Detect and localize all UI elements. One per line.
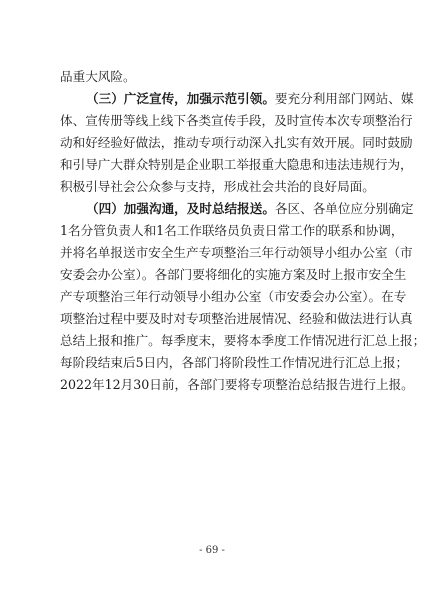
paragraph-line: 项整治过程中要及时对专项整治进展情况、经验和做法进行认真 <box>60 311 413 326</box>
paragraph-line: 动和好经验好做法，推动专项行动深入扎实有效开展。同时鼓励 <box>60 135 413 150</box>
paragraph-text: 要充分利用部门网站、媒 <box>274 91 414 106</box>
page-number: - 69 - <box>199 545 225 556</box>
paragraph-first-line <box>60 198 414 220</box>
paragraph-first-line <box>60 88 414 110</box>
paragraph-line: 2022年12月30日前，各部门要将专项整治总结报告进行上报。 <box>60 377 414 392</box>
paragraph-line: 总结上报和推广。每季度末，要将本季度工作情况进行汇总上报； <box>60 333 425 348</box>
section-heading: （四）加强沟通，及时总结报送。 <box>86 201 275 216</box>
paragraph-line: 安委会办公室）。各部门要将细化的实施方案及时上报市安全生 <box>60 267 407 282</box>
paragraph-line: 产专项整治三年行动领导小组办公室（市安委会办公室）。在专 <box>60 289 407 304</box>
paragraph-line: 积极引导社会公众参与支持，形成社会共治的良好局面。 <box>60 179 375 194</box>
paragraph-line: 体、宣传册等线上线下各类宣传手段，及时宣传本次专项整治行 <box>60 113 413 128</box>
paragraph-line: 品重大风险。 <box>60 69 136 84</box>
paragraph-line: 1名分管负责人和1名工作联络员负责日常工作的联系和协调， <box>60 223 404 238</box>
document-body <box>60 66 425 396</box>
paragraph-text: 各区、各单位应分别确定 <box>274 201 414 216</box>
paragraph-line: 并将名单报送市安全生产专项整治三年行动领导小组办公室（市 <box>60 245 413 260</box>
paragraph-line: 和引导广大群众特别是企业职工举报重大隐患和违法违规行为， <box>60 157 413 172</box>
section-heading: （三）广泛宣传，加强示范引领。 <box>86 91 275 106</box>
paragraph-line: 每阶段结束后5日内，各部门将阶段性工作情况进行汇总上报； <box>60 355 409 370</box>
